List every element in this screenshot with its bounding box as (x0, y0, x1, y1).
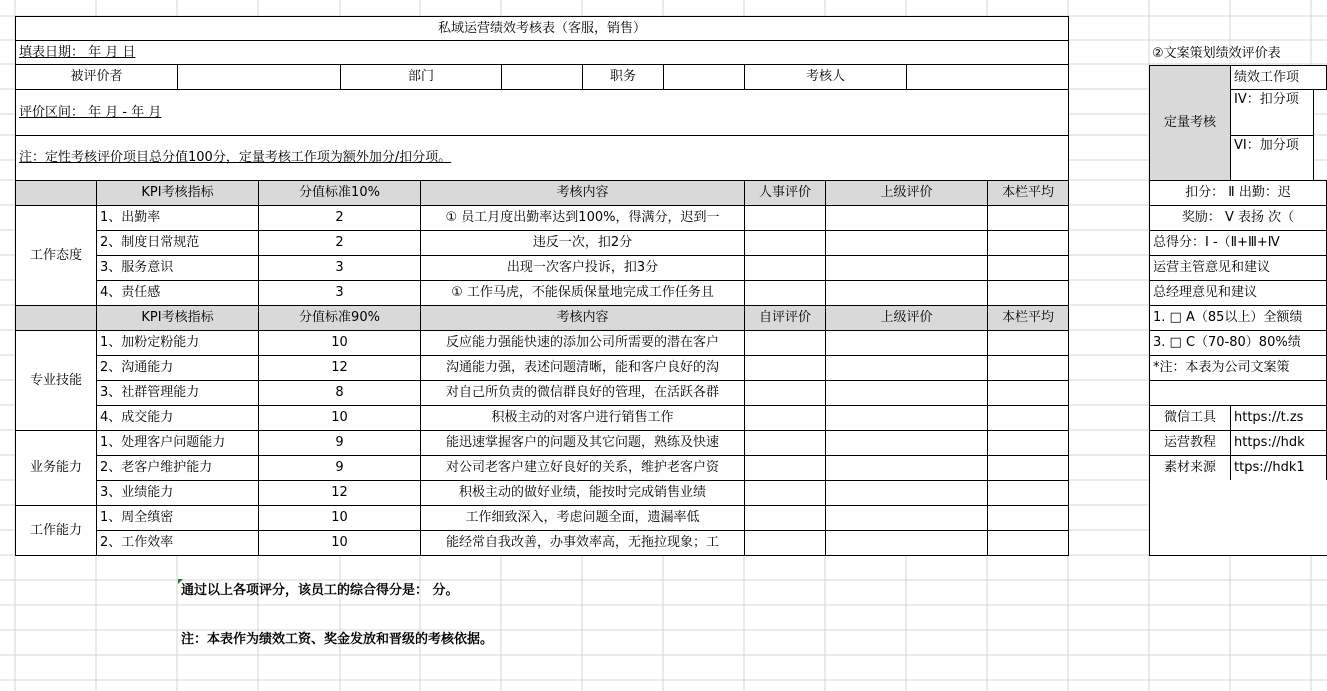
eval-superior-cell[interactable] (825, 255, 988, 281)
grade-c-checkbox[interactable]: 3. □ C（70-80）80%绩 (1149, 330, 1327, 356)
content-cell: 能经常自我改善，办事效率高，无拖拉现象；工 (420, 530, 745, 556)
plus-item: VI：加分项 (1230, 135, 1314, 181)
score-cell: 10 (258, 330, 421, 356)
eval-superior-cell[interactable] (825, 280, 988, 306)
eval-first-cell[interactable] (744, 380, 826, 406)
kpi-cell: 2、制度日常规范 (96, 230, 259, 256)
supervisor-opinion[interactable]: 运营主管意见和建议 (1149, 255, 1327, 281)
eval-first-cell[interactable] (744, 280, 826, 306)
side-empty-block (1149, 480, 1327, 556)
section1-header-blank (15, 180, 97, 206)
section2-header-superior: 上级评价 (825, 305, 988, 331)
eval-average-cell[interactable] (987, 205, 1069, 231)
content-cell: 对公司老客户建立好良好的关系，维护老客户资 (420, 455, 745, 481)
content-cell: 对自己所负责的微信群良好的管理，在活跃各群 (420, 380, 745, 406)
eval-superior-cell[interactable] (825, 505, 988, 531)
kpi-cell: 3、服务意识 (96, 255, 259, 281)
eval-first-cell[interactable] (744, 405, 826, 431)
eval-average-cell[interactable] (987, 455, 1069, 481)
link-label: 素材来源 (1149, 455, 1231, 481)
eval-first-cell[interactable] (744, 530, 826, 556)
kpi-cell: 1、处理客户问题能力 (96, 430, 259, 456)
grade-a-checkbox[interactable]: 1. □ A（85以上）全额绩 (1149, 305, 1327, 331)
kpi-cell: 4、责任感 (96, 280, 259, 306)
score-cell: 9 (258, 430, 421, 456)
form-note: 注：定性考核评价项目总分值100分，定量考核工作项为额外加分/扣分项。 (15, 135, 1069, 181)
eval-first-cell[interactable] (744, 455, 826, 481)
section1-header-hr: 人事评价 (744, 180, 826, 206)
link-label: 微信工具 (1149, 405, 1231, 431)
eval-superior-cell[interactable] (825, 355, 988, 381)
kpi-cell: 1、周全缜密 (96, 505, 259, 531)
score-cell: 2 (258, 230, 421, 256)
eval-average-cell[interactable] (987, 230, 1069, 256)
position-input[interactable] (663, 64, 745, 90)
section2-header-average: 本栏平均 (987, 305, 1069, 331)
eval-superior-cell[interactable] (825, 430, 988, 456)
form-title: 私域运营绩效考核表（客服，销售） (15, 16, 1069, 41)
gm-opinion[interactable]: 总经理意见和建议 (1149, 280, 1327, 306)
score-cell: 3 (258, 255, 421, 281)
eval-first-cell[interactable] (744, 355, 826, 381)
content-cell: 出现一次客户投诉，扣3分 (420, 255, 745, 281)
content-cell: ① 员工月度出勤率达到100%，得满分，迟到一 (420, 205, 745, 231)
evaluee-label: 被评价者 (15, 64, 178, 90)
score-cell: 8 (258, 380, 421, 406)
eval-average-cell[interactable] (987, 530, 1069, 556)
eval-superior-cell[interactable] (825, 530, 988, 556)
kpi-cell: 2、沟通能力 (96, 355, 259, 381)
footer-note: 注：本表作为绩效工资、奖金发放和晋级的考核依据。 (181, 632, 494, 648)
section2-header-content: 考核内容 (420, 305, 745, 331)
eval-average-cell[interactable] (987, 255, 1069, 281)
eval-superior-cell[interactable] (825, 380, 988, 406)
assessor-label: 考核人 (744, 64, 907, 90)
quant-label: 定量考核 (1149, 65, 1231, 181)
link-label: 运营教程 (1149, 430, 1231, 456)
section1-header-content: 考核内容 (420, 180, 745, 206)
content-cell: 违反一次，扣2分 (420, 230, 745, 256)
section2-header-self: 自评评价 (744, 305, 826, 331)
side-reward: 奖励： Ⅴ 表扬 次（ (1149, 205, 1327, 231)
side-note: *注：本表为公司文案策 (1149, 355, 1327, 381)
group-label-work: 工作能力 (15, 505, 97, 556)
eval-superior-cell[interactable] (825, 330, 988, 356)
eval-first-cell[interactable] (744, 480, 826, 506)
content-cell: 能迅速掌握客户的问题及其它问题，熟练及快速 (420, 430, 745, 456)
eval-average-cell[interactable] (987, 330, 1069, 356)
eval-superior-cell[interactable] (825, 205, 988, 231)
assessor-input[interactable] (906, 64, 1069, 90)
section2-header-blank (15, 305, 97, 331)
kpi-cell: 3、业绩能力 (96, 480, 259, 506)
content-cell: 积极主动的做好业绩，能按时完成销售业绩 (420, 480, 745, 506)
group-label-skills: 专业技能 (15, 330, 97, 431)
eval-first-cell[interactable] (744, 255, 826, 281)
section1-header-score: 分值标准10% (258, 180, 421, 206)
content-cell: ① 工作马虎，不能保质保量地完成工作任务且 (420, 280, 745, 306)
content-cell: 沟通能力强，表述问题清晰，能和客户良好的沟 (420, 355, 745, 381)
eval-first-cell[interactable] (744, 330, 826, 356)
score-cell: 3 (258, 280, 421, 306)
eval-average-cell[interactable] (987, 480, 1069, 506)
eval-superior-cell[interactable] (825, 230, 988, 256)
section1-header-average: 本栏平均 (987, 180, 1069, 206)
eval-superior-cell[interactable] (825, 480, 988, 506)
score-cell: 12 (258, 355, 421, 381)
evaluee-input[interactable] (177, 64, 341, 90)
side-panel-title: ②文案策划绩效评价表 (1152, 46, 1281, 62)
kpi-cell: 1、加粉定粉能力 (96, 330, 259, 356)
eval-superior-cell[interactable] (825, 455, 988, 481)
score-cell: 10 (258, 405, 421, 431)
score-cell: 10 (258, 505, 421, 531)
eval-average-cell[interactable] (987, 430, 1069, 456)
content-cell: 积极主动的对客户进行销售工作 (420, 405, 745, 431)
kpi-cell: 1、出勤率 (96, 205, 259, 231)
link-value[interactable]: ttps://hdk1 (1230, 455, 1327, 481)
content-cell: 反应能力强能快速的添加公司所需要的潜在客户 (420, 330, 745, 356)
content-cell: 工作细致深入，考虑问题全面，遗漏率低 (420, 505, 745, 531)
eval-average-cell[interactable] (987, 380, 1069, 406)
side-blank (1149, 380, 1327, 406)
section1-header-kpi: KPI考核指标 (96, 180, 259, 206)
score-cell: 12 (258, 480, 421, 506)
eval-first-cell[interactable] (744, 230, 826, 256)
summary-text: 通过以上各项评分，该员工的综合得分是： 分。 (181, 583, 459, 599)
perf-item: 绩效工作项 (1230, 65, 1327, 90)
fill-date[interactable]: 填表日期： 年 月 日 (15, 40, 1069, 65)
link-value[interactable]: https://hdk (1230, 430, 1327, 456)
score-cell: 2 (258, 205, 421, 231)
department-input[interactable] (501, 64, 583, 90)
group-label-attitude: 工作态度 (15, 205, 97, 306)
eval-average-cell[interactable] (987, 405, 1069, 431)
minus-item: IV：扣分项 (1230, 89, 1314, 136)
eval-first-cell[interactable] (744, 205, 826, 231)
eval-superior-cell[interactable] (825, 405, 988, 431)
score-cell: 9 (258, 455, 421, 481)
side-deduct: 扣分： Ⅱ 出勤：迟 (1149, 180, 1327, 206)
kpi-cell: 3、社群管理能力 (96, 380, 259, 406)
eval-first-cell[interactable] (744, 430, 826, 456)
evaluation-period[interactable]: 评价区间： 年 月 - 年 月 (15, 89, 1069, 136)
kpi-cell: 4、成交能力 (96, 405, 259, 431)
eval-average-cell[interactable] (987, 280, 1069, 306)
section1-header-superior: 上级评价 (825, 180, 988, 206)
eval-average-cell[interactable] (987, 505, 1069, 531)
kpi-cell: 2、老客户维护能力 (96, 455, 259, 481)
position-label: 职务 (582, 64, 664, 90)
section2-header-kpi: KPI考核指标 (96, 305, 259, 331)
department-label: 部门 (340, 64, 502, 90)
eval-first-cell[interactable] (744, 505, 826, 531)
section2-header-score: 分值标准90% (258, 305, 421, 331)
eval-average-cell[interactable] (987, 355, 1069, 381)
link-value[interactable]: https://t.zs (1230, 405, 1327, 431)
score-cell: 10 (258, 530, 421, 556)
side-total: 总得分：Ⅰ -（Ⅱ+Ⅲ+Ⅳ (1149, 230, 1327, 256)
kpi-cell: 2、工作效率 (96, 530, 259, 556)
group-label-business: 业务能力 (15, 430, 97, 506)
